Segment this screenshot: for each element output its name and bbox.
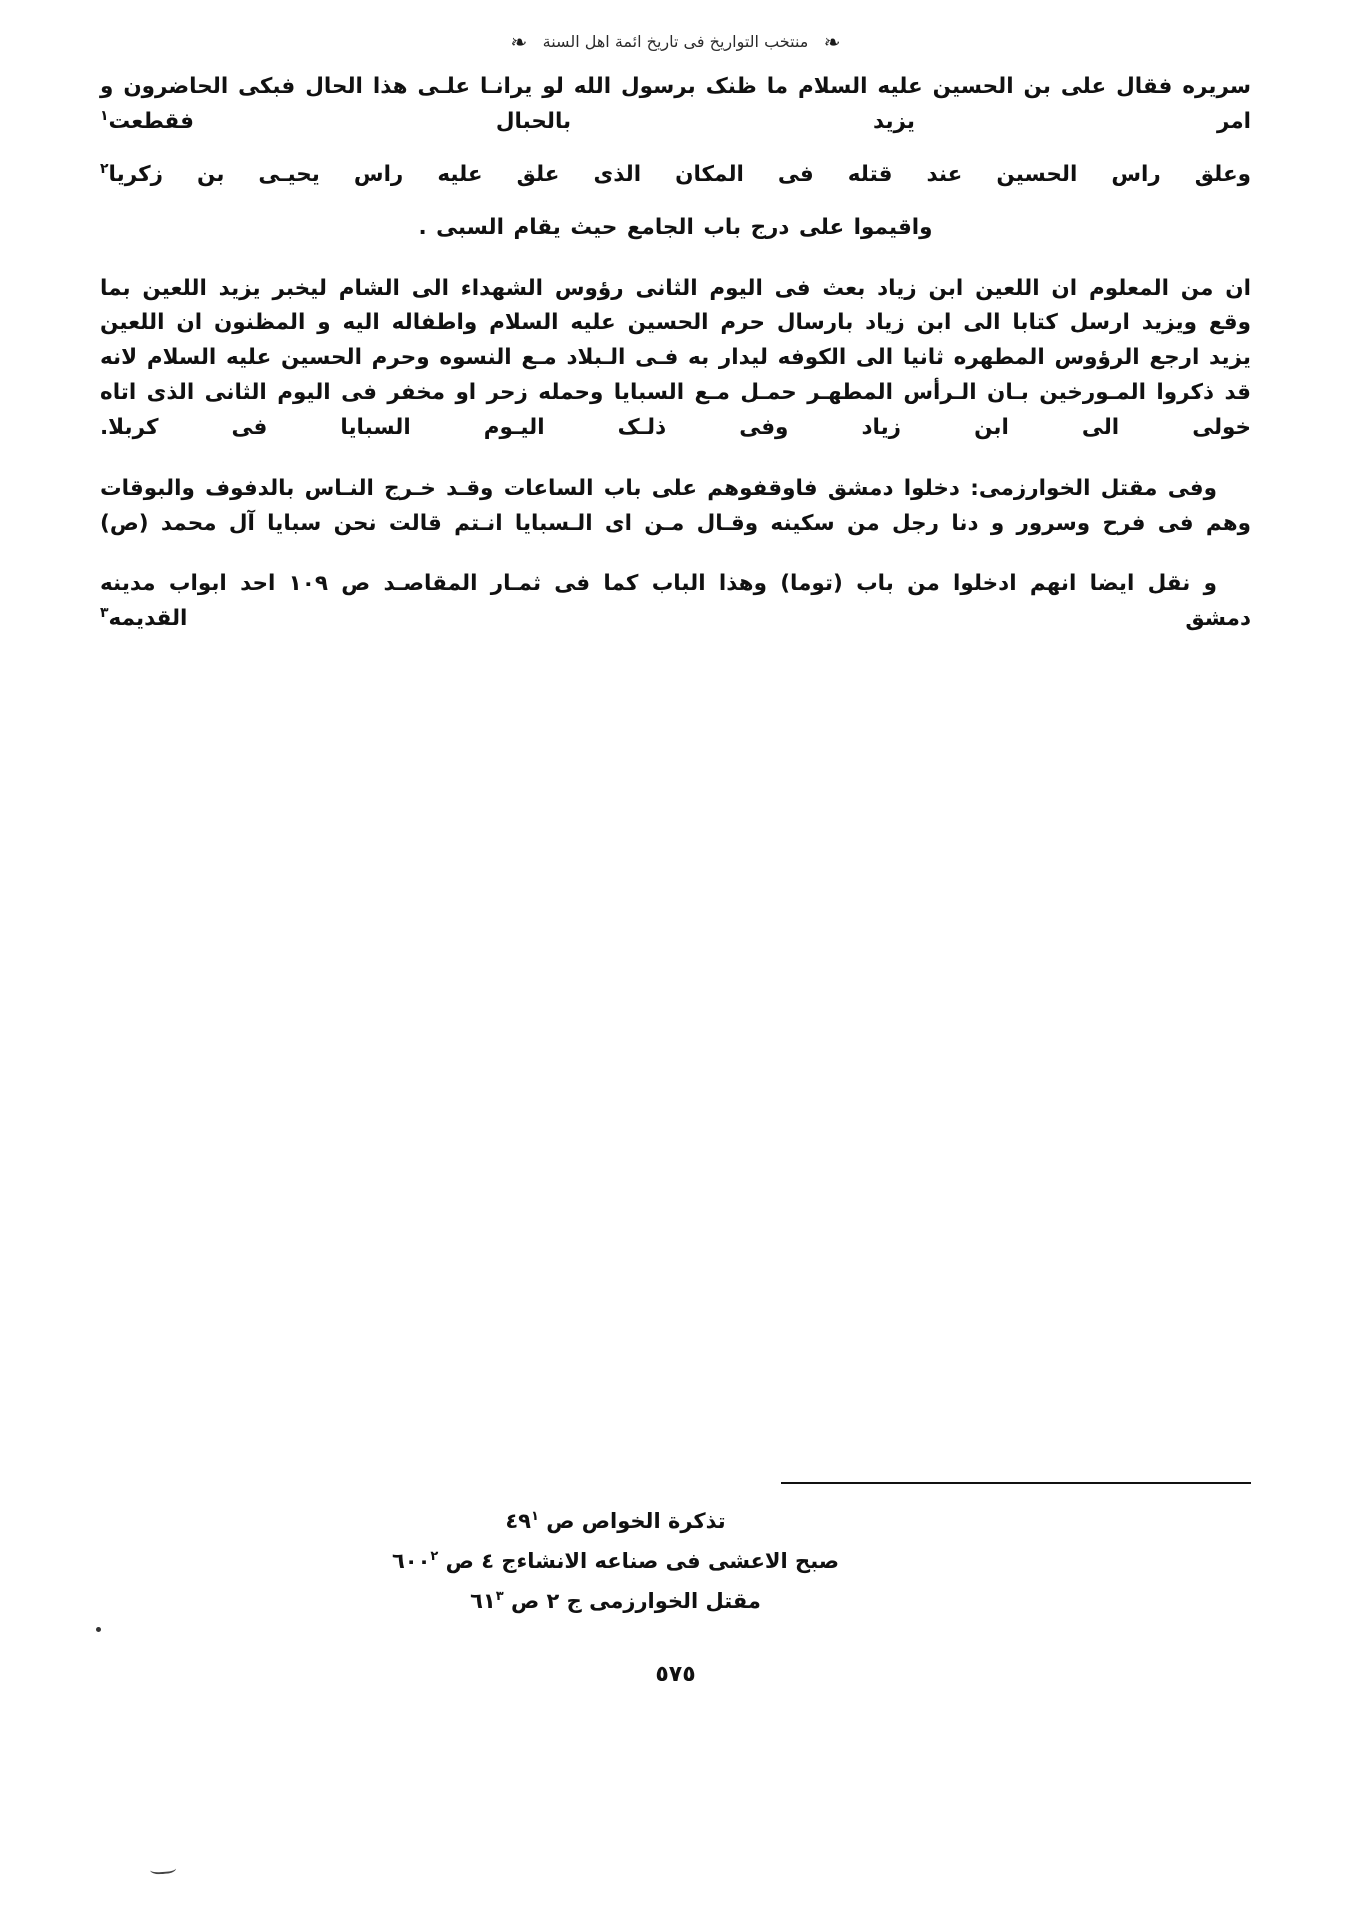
- paragraph-1-text: سريره فقال على بن الحسين عليه السلام ما ظنک برسول الله لو يرانـا علـى هذا الحال فبكى الحاضرون و امر يزيد بالحبال فقطعت: [100, 74, 1251, 134]
- footnote-divider: [781, 1482, 1251, 1484]
- footnote-3-text: مقتل الخوارزمى ج ٢ ص ٦١: [470, 1589, 761, 1614]
- paragraph-6-text: و نقل ايضا انهم ادخلوا من باب (توما) وهذا الباب كما فى ثمـار المقاصـد ص ١٠٩ احد ابواب مدينه دمشق القديمه: [100, 571, 1251, 632]
- paragraph-3-text: واقيموا على درج باب الجامع حيث يقام السبى .: [418, 214, 933, 240]
- page-number: ٥٧٥: [655, 1662, 696, 1687]
- page-header: [0, 30, 1351, 54]
- spacer: [100, 256, 1251, 272]
- scan-artifact-stroke: [150, 1861, 177, 1875]
- footnote-ref-3: ٣: [100, 605, 109, 622]
- footnote-3-marker: ٣: [495, 1589, 504, 1605]
- footnote-ref-2: ٢: [100, 160, 109, 177]
- spacer: [100, 150, 1251, 158]
- paragraph-4-text: ان من المعلوم ان اللعين ابن زياد بعث فى اليوم الثانى رؤوس الشهداء الى الشام ليخبر يزيد اللعين بما وقع ويزيد ارسل كتابا الى ابن زياد بارسال حرم الحسين عليه السلام واطفاله اليه و المظنون ان اللعين يزيد ارجع الرؤوس المطهره ثانيا الى الكوفه ليدار به فـى الـبلاد مـع النسوه وحرم الحسين عليه السلام لانه قد ذكروا المـورخين بـان الـرأس المطهـر حمـل مـع السبايا وحمله زحر او مخفر فى اليوم الثانى الذى اتاه خولى الى ابن زياد وفى ذلـک اليـوم السبايا فى كربلا.: [100, 275, 1251, 440]
- footnote-2-text: صبح الاعشى فى صناعه الانشاءج ٤ ص ٦٠٠: [391, 1549, 840, 1574]
- spacer: [100, 456, 1251, 472]
- footnote-1-marker: ١: [531, 1509, 539, 1525]
- paragraph-2: [100, 158, 1251, 193]
- footnote-item-1: [100, 1502, 1251, 1542]
- paragraph-1: [100, 70, 1251, 140]
- ornament-right-icon: ❧: [823, 30, 841, 54]
- footnote-item-2: [100, 1542, 1251, 1582]
- footnote-item-3: [100, 1582, 1251, 1622]
- paragraph-5-text: وفى مقتل الخوارزمى: دخلوا دمشق فاوقفوهم على باب الساعات وقـد خـرج النـاس بالدفوف والبوقات وهم فى فرح وسرور و دنا رجل من سكينه وقـال مـن اى الـسبايا انـتم قالت نحن سبايا آل محمد (ص): [100, 475, 1251, 536]
- footnote-ref-1: ١: [100, 107, 109, 124]
- paragraph-4: [100, 272, 1251, 446]
- page-body: [100, 70, 1251, 647]
- paragraph-6: [100, 567, 1251, 637]
- footnote-1-text: تذكرة الخواص ص ٤٩: [505, 1509, 726, 1534]
- spacer: [100, 203, 1251, 211]
- ornament-left-icon: ❧: [510, 30, 528, 54]
- paragraph-3: [100, 211, 1251, 246]
- header-title: منتخب التواريخ فى تاريخ ائمة اهل السنة: [542, 32, 809, 51]
- paragraph-5: [100, 472, 1251, 542]
- footnote-2-marker: ٢: [430, 1549, 439, 1565]
- spacer: [100, 551, 1251, 567]
- paragraph-2-text: وعلق راس الحسين عند قتله فى المكان الذى علق عليه راس يحيـى بن زكريا: [108, 161, 1251, 187]
- scan-artifact-dot: [96, 1627, 101, 1632]
- footnote-section: [100, 1482, 1251, 1622]
